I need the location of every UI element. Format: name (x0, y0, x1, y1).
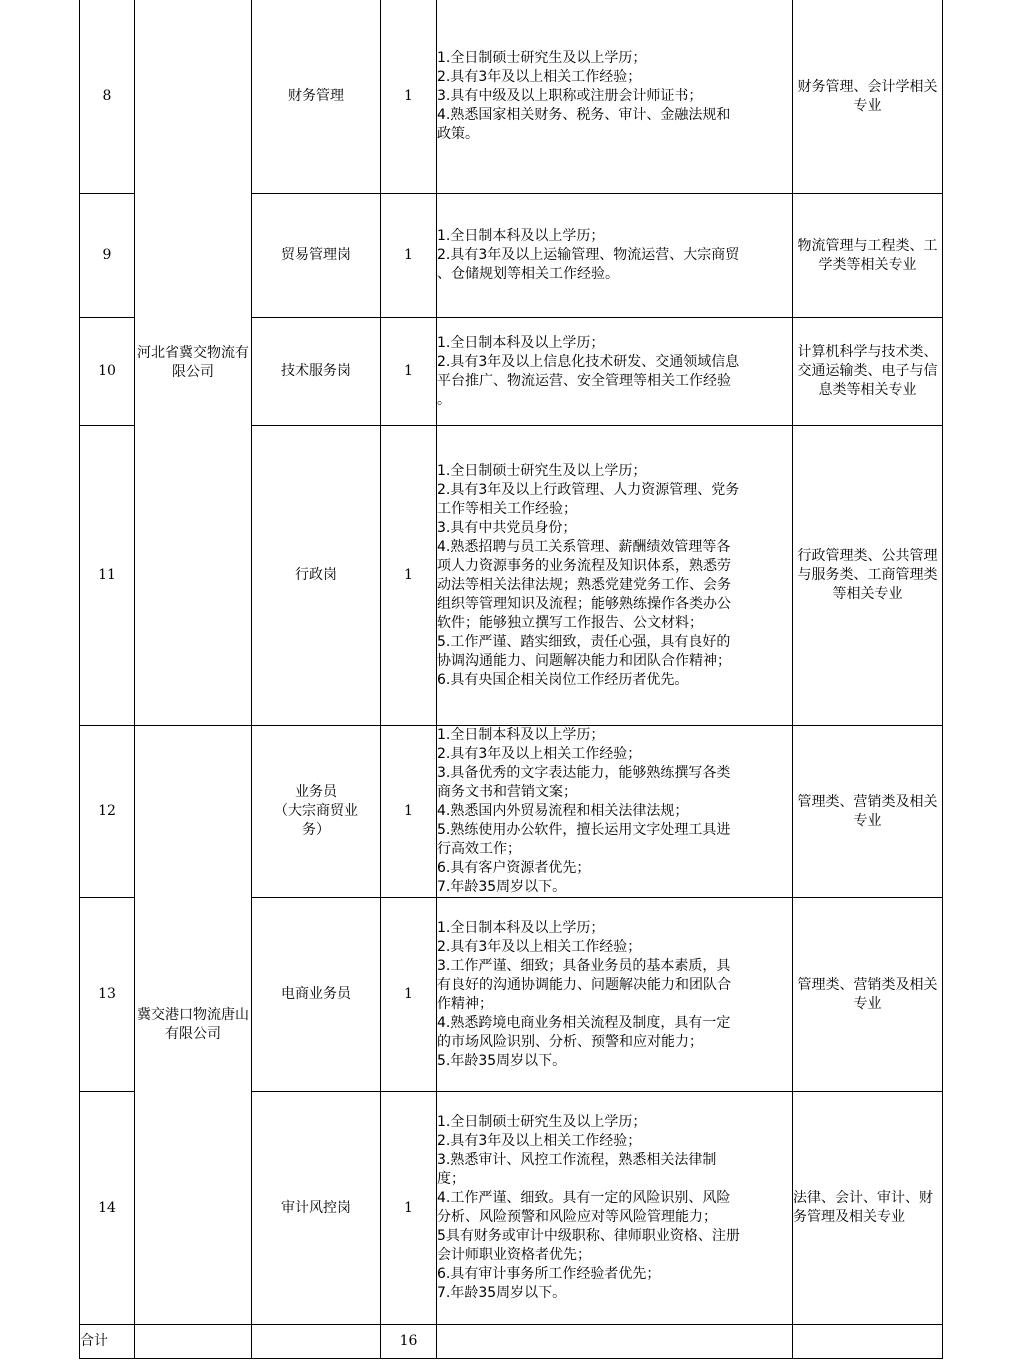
post-name: 行政岗 (252, 426, 381, 726)
empty-cell (437, 1325, 793, 1359)
row-number: 14 (80, 1092, 135, 1325)
total-label: 合计 (80, 1325, 135, 1359)
post-name: 技术服务岗 (252, 318, 381, 426)
table-row (80, 726, 943, 898)
company-name: 冀交港口物流唐山有限公司 (135, 726, 252, 1325)
post-name: 业务员 （大宗商贸业 务） (252, 726, 381, 898)
post-count: 1 (381, 0, 437, 194)
company-name: 河北省冀交物流有限公司 (135, 0, 252, 726)
major-cell: 法律、会计、审计、财务管理及相关专业 (793, 1092, 943, 1325)
requirements-cell: 1.全日制本科及以上学历； 2.具有3年及以上相关工作经验； 3.具备优秀的文字表达能力，能够熟练撰写各类 商务文书和营销文案； 4.熟悉国内外贸易流程和相关法律法规； 5.熟练使用办公软件，擅长运用文字处理工具进 行高效工作； 6.具有客户资源者优先； 7.年龄35周岁以下。 (437, 726, 793, 898)
row-number: 11 (80, 426, 135, 726)
post-name: 审计风控岗 (252, 1092, 381, 1325)
table-row (80, 0, 943, 194)
major-cell: 财务管理、会计学相关专业 (793, 0, 943, 194)
row-number: 8 (80, 0, 135, 194)
recruitment-table (79, 0, 943, 1359)
major-cell: 计算机科学与技术类、交通运输类、电子与信息类等相关专业 (793, 318, 943, 426)
requirements-cell: 1.全日制本科及以上学历； 2.具有3年及以上相关工作经验； 3.工作严谨、细致；具备业务员的基本素质，具 有良好的沟通协调能力、问题解决能力和团队合 作精神； 4.熟悉跨境电商业务相关流程及制度，具有一定 的市场风险识别、分析、预警和应对能力； 5.年龄35周岁以下。 (437, 898, 793, 1092)
major-cell: 物流管理与工程类、工学类等相关专业 (793, 194, 943, 318)
row-number: 10 (80, 318, 135, 426)
empty-cell (793, 1325, 943, 1359)
major-cell: 管理类、营销类及相关专业 (793, 726, 943, 898)
post-count: 1 (381, 898, 437, 1092)
major-cell: 行政管理类、公共管理与服务类、工商管理类等相关专业 (793, 426, 943, 726)
empty-cell (135, 1325, 252, 1359)
total-row (80, 1325, 943, 1359)
empty-cell (252, 1325, 381, 1359)
row-number: 13 (80, 898, 135, 1092)
post-count: 1 (381, 1092, 437, 1325)
post-count: 1 (381, 426, 437, 726)
row-number: 9 (80, 194, 135, 318)
requirements-cell: 1.全日制本科及以上学历； 2.具有3年及以上信息化技术研发、交通领域信息 平台推广、物流运营、安全管理等相关工作经验 。 (437, 318, 793, 426)
post-name: 电商业务员 (252, 898, 381, 1092)
post-name: 财务管理 (252, 0, 381, 194)
requirements-cell: 1.全日制硕士研究生及以上学历； 2.具有3年及以上相关工作经验； 3.具有中级及以上职称或注册会计师证书； 4.熟悉国家相关财务、税务、审计、金融法规和 政策。 (437, 0, 793, 194)
total-count: 16 (381, 1325, 437, 1359)
requirements-cell: 1.全日制硕士研究生及以上学历； 2.具有3年及以上行政管理、人力资源管理、党务 工作等相关工作经验； 3.具有中共党员身份； 4.熟悉招聘与员工关系管理、薪酬绩效管理等各 项人力资源事务的业务流程及知识体系，熟悉劳 动法等相关法律法规；熟悉党建党务工作、会务 组织等管理知识及流程；能够熟练操作各类办公 软件；能够独立撰写工作报告、公文材料； 5.工作严谨、踏实细致，责任心强，具有良好的 协调沟通能力、问题解决能力和团队合作精神； 6.具有央国企相关岗位工作经历者优先。 (437, 426, 793, 726)
post-count: 1 (381, 318, 437, 426)
post-count: 1 (381, 726, 437, 898)
row-number: 12 (80, 726, 135, 898)
post-name: 贸易管理岗 (252, 194, 381, 318)
post-count: 1 (381, 194, 437, 318)
requirements-cell: 1.全日制本科及以上学历； 2.具有3年及以上运输管理、物流运营、大宗商贸 、仓储规划等相关工作经验。 (437, 194, 793, 318)
major-cell: 管理类、营销类及相关专业 (793, 898, 943, 1092)
requirements-cell: 1.全日制硕士研究生及以上学历； 2.具有3年及以上相关工作经验； 3.熟悉审计、风控工作流程，熟悉相关法律制 度； 4.工作严谨、细致。具有一定的风险识别、风险 分析、风险预警和风险应对等风险管理能力； 5具有财务或审计中级职称、律师职业资格、注册 会计师职业资格者优先； 6.具有审计事务所工作经验者优先； 7.年龄35周岁以下。 (437, 1092, 793, 1325)
